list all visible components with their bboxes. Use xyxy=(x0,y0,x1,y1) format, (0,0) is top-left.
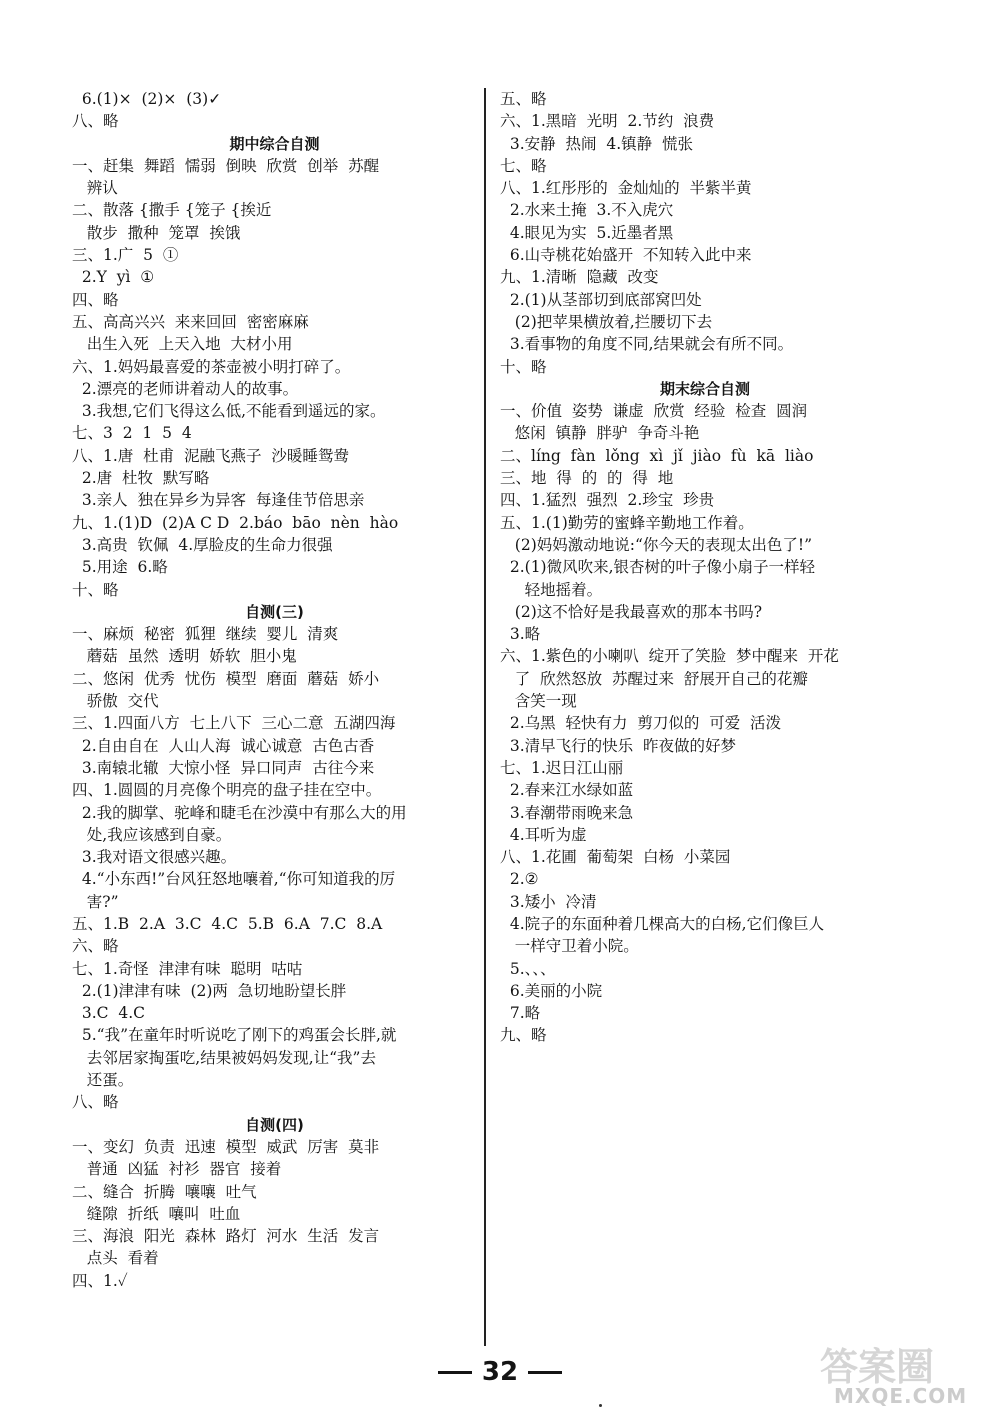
answer-line: 三、地 得 的 的 得 地 xyxy=(500,469,674,488)
answer-line: 骄傲 交代 xyxy=(72,692,159,711)
answer-line: 悠闲 镇静 胖驴 争奇斗艳 xyxy=(500,424,700,443)
answer-line: 3.亲人 独在异乡为异客 每逢佳节倍思亲 xyxy=(72,491,365,510)
answer-line: 含笑一现 xyxy=(500,692,577,711)
answer-line: 2.自由自在 人山人海 诚心诚意 古色古香 xyxy=(72,736,375,755)
answer-line: 3.安静 热闹 4.镇静 慌张 xyxy=(500,134,693,153)
section-title: 期中综合自测 xyxy=(229,134,320,153)
answer-line: 7.略 xyxy=(500,1004,541,1023)
answer-line: 九、略 xyxy=(500,1026,547,1045)
answer-line: 七、1.奇怪 津津有味 聪明 咕咕 xyxy=(72,959,303,978)
answer-line: 十、略 xyxy=(500,357,547,376)
answer-line: 2.(1)津津有味 (2)两 急切地盼望长胖 xyxy=(72,981,347,1000)
answer-line: 一、价值 姿势 谦虚 欣赏 经验 检查 圆润 xyxy=(500,402,808,421)
answer-line: 九、1.清晰 隐藏 改变 xyxy=(500,268,659,287)
answer-line: 5.“我”在童年时听说吃了刚下的鸡蛋会长胖,就 xyxy=(72,1026,397,1045)
answer-line: 六、1.妈妈最喜爱的茶壶被小明打碎了。 xyxy=(72,357,351,376)
answer-line: 二、散落 {撒手 {笼子 {挨近 xyxy=(72,201,272,220)
answer-line: 六、1.紫色的小喇叭 绽开了笑脸 梦中醒来 开花 xyxy=(500,647,839,666)
answer-line: 八、1.红彤彤的 金灿灿的 半紫半黄 xyxy=(500,179,752,198)
answer-line: 三、海浪 阳光 森林 路灯 河水 生活 发言 xyxy=(72,1227,380,1246)
answer-line: 四、1.圆圆的月亮像个明亮的盘子挂在空中。 xyxy=(72,781,382,800)
answer-line: 还蛋。 xyxy=(72,1071,134,1090)
answer-line: 2.② xyxy=(500,870,539,889)
answer-line: 3.我想,它们飞得这么低,不能看到遥远的家。 xyxy=(72,402,386,421)
answer-line: 3.清早飞行的快乐 昨夜做的好梦 xyxy=(500,736,736,755)
answer-line: 一、变幻 负责 迅速 模型 威武 厉害 莫非 xyxy=(72,1137,380,1156)
answer-line: 二、悠闲 优秀 忧伤 模型 磨面 蘑菇 娇小 xyxy=(72,669,380,688)
answer-line: 4.院子的东面种着几棵高大的白杨,它们像巨人 xyxy=(500,914,825,933)
answer-line: 6.(1)× (2)× (3)✓ xyxy=(72,90,222,108)
answer-line: 普通 凶猛 衬衫 器官 接着 xyxy=(72,1160,282,1179)
section-title: 自测(四) xyxy=(245,1115,304,1134)
answer-line: 八、1.花圃 葡萄架 白杨 小菜园 xyxy=(500,848,731,867)
answer-line: 散步 撒种 笼罩 挨饿 xyxy=(72,223,241,242)
answer-line: 3.南辕北辙 大惊小怪 异口同声 古往今来 xyxy=(72,758,375,777)
answer-line: 一、麻烦 秘密 狐狸 继续 婴儿 清爽 xyxy=(72,625,339,644)
dash-right xyxy=(528,1371,562,1374)
answer-line: 3.高贵 钦佩 4.厚脸皮的生命力很强 xyxy=(72,535,333,554)
answer-line: (2)这不恰好是我最喜欢的那本书吗? xyxy=(500,602,763,621)
answer-line: 四、略 xyxy=(72,290,119,309)
column-divider xyxy=(484,88,486,1346)
answer-line: 2.水来土掩 3.不入虎穴 xyxy=(500,201,674,220)
answer-line: 点头 看着 xyxy=(72,1249,159,1268)
answer-line: 6.山寺桃花始盛开 不知转入此中来 xyxy=(500,246,752,265)
answer-line: 一样守卫着小院。 xyxy=(500,937,639,956)
answer-line: 十、略 xyxy=(72,580,119,599)
answer-line: 了 欣然怒放 苏醒过来 舒展开自己的花瓣 xyxy=(500,669,808,688)
answer-line: 五、1.(1)勤劳的蜜蜂辛勤地工作着。 xyxy=(500,513,754,532)
answer-line: 八、1.唐 杜甫 泥融飞燕子 沙暖睡鸳鸯 xyxy=(72,446,349,465)
answer-line: 蘑菇 虽然 透明 娇软 胆小鬼 xyxy=(72,647,297,666)
answer-line: 2.春来江水绿如蓝 xyxy=(500,781,634,800)
answer-line: 八、略 xyxy=(72,1093,119,1112)
answer-line: (2)妈妈激动地说:“你今天的表现太出色了!” xyxy=(500,535,813,554)
answer-line: 5.、、、 xyxy=(500,959,556,978)
answer-line: 六、略 xyxy=(72,937,119,956)
answer-line: 3.矮小 冷清 xyxy=(500,892,597,911)
answer-line: 九、1.(1)D (2)A C D 2.báo bāo nèn hào xyxy=(72,513,399,532)
left-column xyxy=(72,88,477,1292)
section-title: 期末综合自测 xyxy=(659,379,750,398)
answer-line: 6.美丽的小院 xyxy=(500,981,603,1000)
answer-line: 2.(1)微风吹来,银杏树的叶子像小扇子一样轻 xyxy=(500,558,816,577)
answer-line: 3.C 4.C xyxy=(72,1004,146,1023)
answer-line: 处,我应该感到自豪。 xyxy=(72,825,232,844)
answer-line: 5.用途 6.略 xyxy=(72,558,168,577)
answer-line: 4.耳听为虚 xyxy=(500,825,587,844)
answer-line: 三、1.广 5 ① xyxy=(72,246,179,265)
answer-line: 五、1.B 2.A 3.C 4.C 5.B 6.A 7.C 8.A xyxy=(72,914,383,933)
answer-line: 2.Y yì ① xyxy=(72,268,155,287)
answer-line: 3.我对语文很感兴趣。 xyxy=(72,848,237,867)
answer-line: 4.“小东西!”台风狂怒地嚷着,“你可知道我的厉 xyxy=(72,870,396,889)
answer-line: 五、高高兴兴 来来回回 密密麻麻 xyxy=(72,312,309,331)
answer-line: 四、1.✓ xyxy=(72,1271,128,1290)
answer-line: 辨认 xyxy=(72,179,118,198)
answer-line: 出生入死 上天入地 大材小用 xyxy=(72,335,293,354)
dash-left xyxy=(438,1371,472,1374)
answer-line: 一、赶集 舞蹈 懦弱 倒映 欣赏 创举 苏醒 xyxy=(72,156,380,175)
answer-line: 七、1.迟日江山丽 xyxy=(500,758,624,777)
page-number: 32 xyxy=(481,1357,519,1387)
answer-line: 四、1.猛烈 强烈 2.珍宝 珍贵 xyxy=(500,491,715,510)
answer-line: 轻地摇着。 xyxy=(500,580,603,599)
answer-line: (2)把苹果横放着,拦腰切下去 xyxy=(500,312,713,331)
watermark-text: 答案圈 xyxy=(820,1345,935,1389)
answer-line: 2.我的脚掌、驼峰和睫毛在沙漠中有那么大的用 xyxy=(72,803,407,822)
answer-line: 六、1.黑暗 光明 2.节约 浪费 xyxy=(500,112,715,131)
answer-line: 2.乌黑 轻快有力 剪刀似的 可爱 活泼 xyxy=(500,714,782,733)
answer-line: 二、缝合 折腾 嚷嚷 吐气 xyxy=(72,1182,257,1201)
answer-line: 3.春潮带雨晚来急 xyxy=(500,803,634,822)
watermark-logo xyxy=(820,1336,990,1408)
answer-line: 2.唐 杜牧 默写略 xyxy=(72,469,210,488)
answer-line: 去邻居家掏蛋吃,结果被妈妈发现,让“我”去 xyxy=(72,1048,376,1067)
answer-line: 害?” xyxy=(72,892,119,911)
answer-line: 缝隙 折纸 嚷叫 吐血 xyxy=(72,1204,241,1223)
section-title: 自测(三) xyxy=(245,602,304,621)
answer-line: 三、1.四面八方 七上八下 三心二意 五湖四海 xyxy=(72,714,396,733)
answer-line: 2.(1)从茎部切到底部窝凹处 xyxy=(500,290,702,309)
right-column xyxy=(500,88,910,1047)
answer-line: 七、3 2 1 5 4 xyxy=(72,424,192,443)
answer-line: 4.眼见为实 5.近墨者黑 xyxy=(500,223,674,242)
answer-line: 2.漂亮的老师讲着动人的故事。 xyxy=(72,379,299,398)
page-dot xyxy=(599,1404,602,1407)
answer-line: 3.看事物的角度不同,结果就会有所不同。 xyxy=(500,335,794,354)
answer-line: 五、略 xyxy=(500,90,547,108)
answer-line: 二、líng fàn lǒng xì jǐ jiào fù kā liào xyxy=(500,446,814,465)
answer-line: 八、略 xyxy=(72,112,119,131)
answer-line: 七、略 xyxy=(500,156,547,175)
watermark-url: MXQE.COM xyxy=(834,1384,968,1408)
answer-line: 3.略 xyxy=(500,625,541,644)
